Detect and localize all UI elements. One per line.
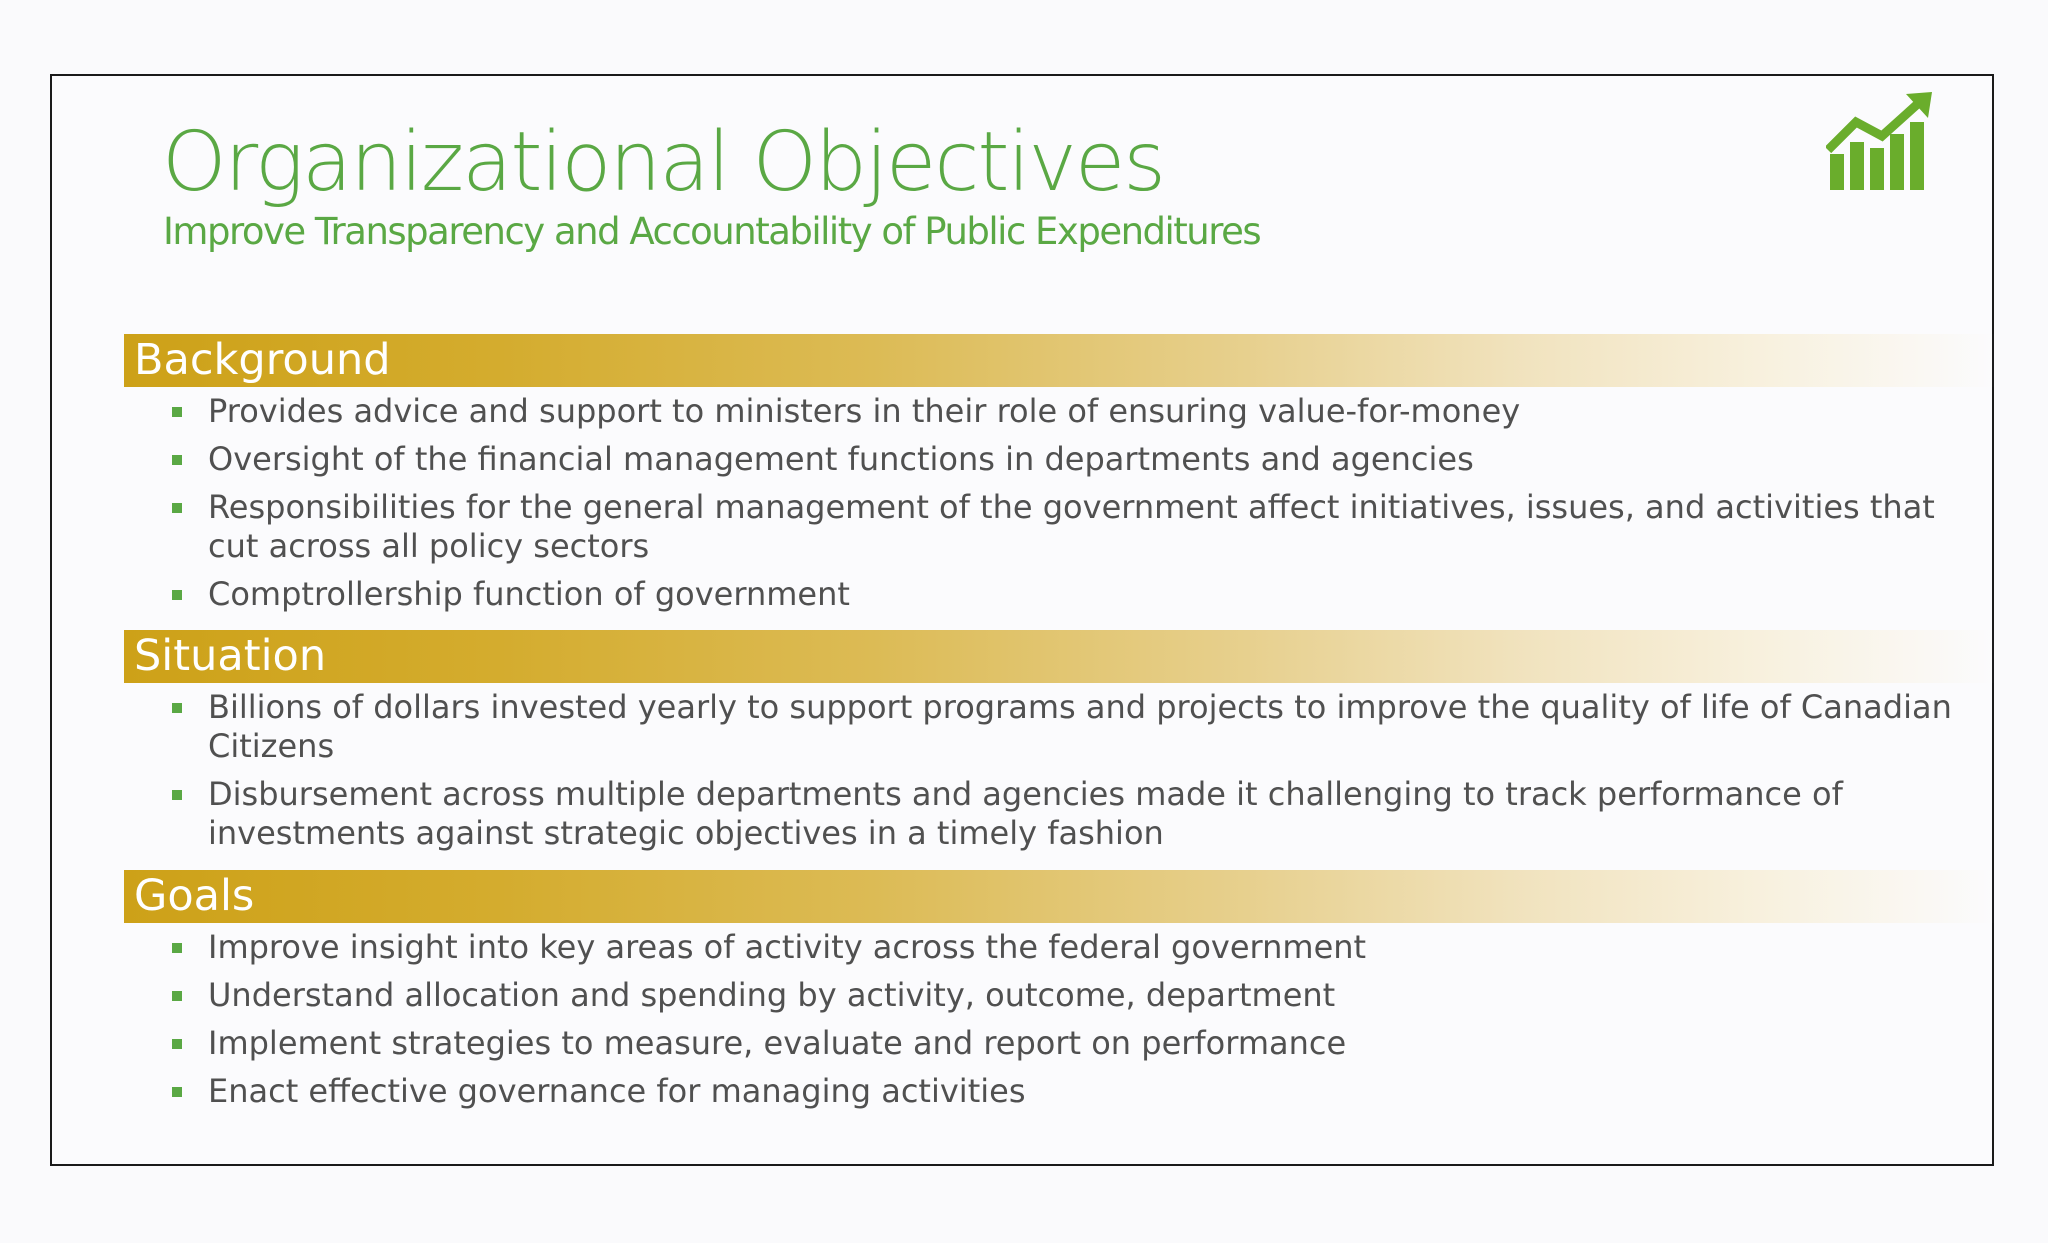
- section-heading: Goals: [134, 871, 255, 921]
- list-item: [172, 928, 1972, 967]
- bullet-list-situation: [172, 688, 1972, 862]
- bullet-square-icon: [172, 455, 182, 465]
- section-heading: Situation: [134, 631, 327, 681]
- section-header-situation: [124, 630, 1996, 683]
- bullet-text: Enact effective governance for managing activities: [208, 1072, 1026, 1110]
- growth-chart-icon: [1826, 92, 1936, 192]
- list-item: [172, 392, 1972, 431]
- bullet-list-background: [172, 392, 1972, 623]
- bullet-text: Disbursement across multiple departments and agencies made it challenging to track performance of investments against strategic objectives in a timely fashion: [208, 775, 1843, 852]
- bullet-list-goals: [172, 928, 1972, 1120]
- list-item: [172, 575, 1972, 614]
- bullet-text: Comptrollership function of government: [208, 575, 850, 613]
- section-header-background: [124, 334, 1996, 387]
- list-item: [172, 488, 1972, 566]
- list-item: [172, 1024, 1972, 1063]
- list-item: [172, 775, 1972, 853]
- bullet-text: Understand allocation and spending by activity, outcome, department: [208, 976, 1336, 1014]
- list-item: [172, 976, 1972, 1015]
- bullet-square-icon: [172, 703, 182, 713]
- bullet-square-icon: [172, 991, 182, 1001]
- bullet-text: Implement strategies to measure, evaluate and report on performance: [208, 1024, 1347, 1062]
- list-item: [172, 688, 1972, 766]
- bullet-square-icon: [172, 1087, 182, 1097]
- section-header-goals: [124, 870, 1996, 923]
- bullet-square-icon: [172, 590, 182, 600]
- bullet-square-icon: [172, 407, 182, 417]
- slide-subtitle: Improve Transparency and Accountability of Public Expenditures: [163, 210, 1261, 253]
- list-item: [172, 440, 1972, 479]
- section-heading: Background: [134, 335, 391, 385]
- list-item: [172, 1072, 1972, 1111]
- bullet-square-icon: [172, 790, 182, 800]
- bullet-text: Improve insight into key areas of activity across the federal government: [208, 928, 1367, 966]
- bullet-square-icon: [172, 503, 182, 513]
- bullet-text: Oversight of the financial management functions in departments and agencies: [208, 440, 1474, 478]
- slide: [50, 74, 1994, 1166]
- bullet-square-icon: [172, 943, 182, 953]
- bullet-text: Billions of dollars invested yearly to support programs and projects to improve the quality of life of Canadian Citizens: [208, 688, 1952, 765]
- bullet-text: Responsibilities for the general management of the government affect initiatives, issues, and activities that cut across all policy sectors: [208, 488, 1935, 565]
- bullet-text: Provides advice and support to ministers in their role of ensuring value-for-money: [208, 392, 1521, 430]
- bullet-square-icon: [172, 1039, 182, 1049]
- slide-title: Organizational Objectives: [162, 115, 1165, 210]
